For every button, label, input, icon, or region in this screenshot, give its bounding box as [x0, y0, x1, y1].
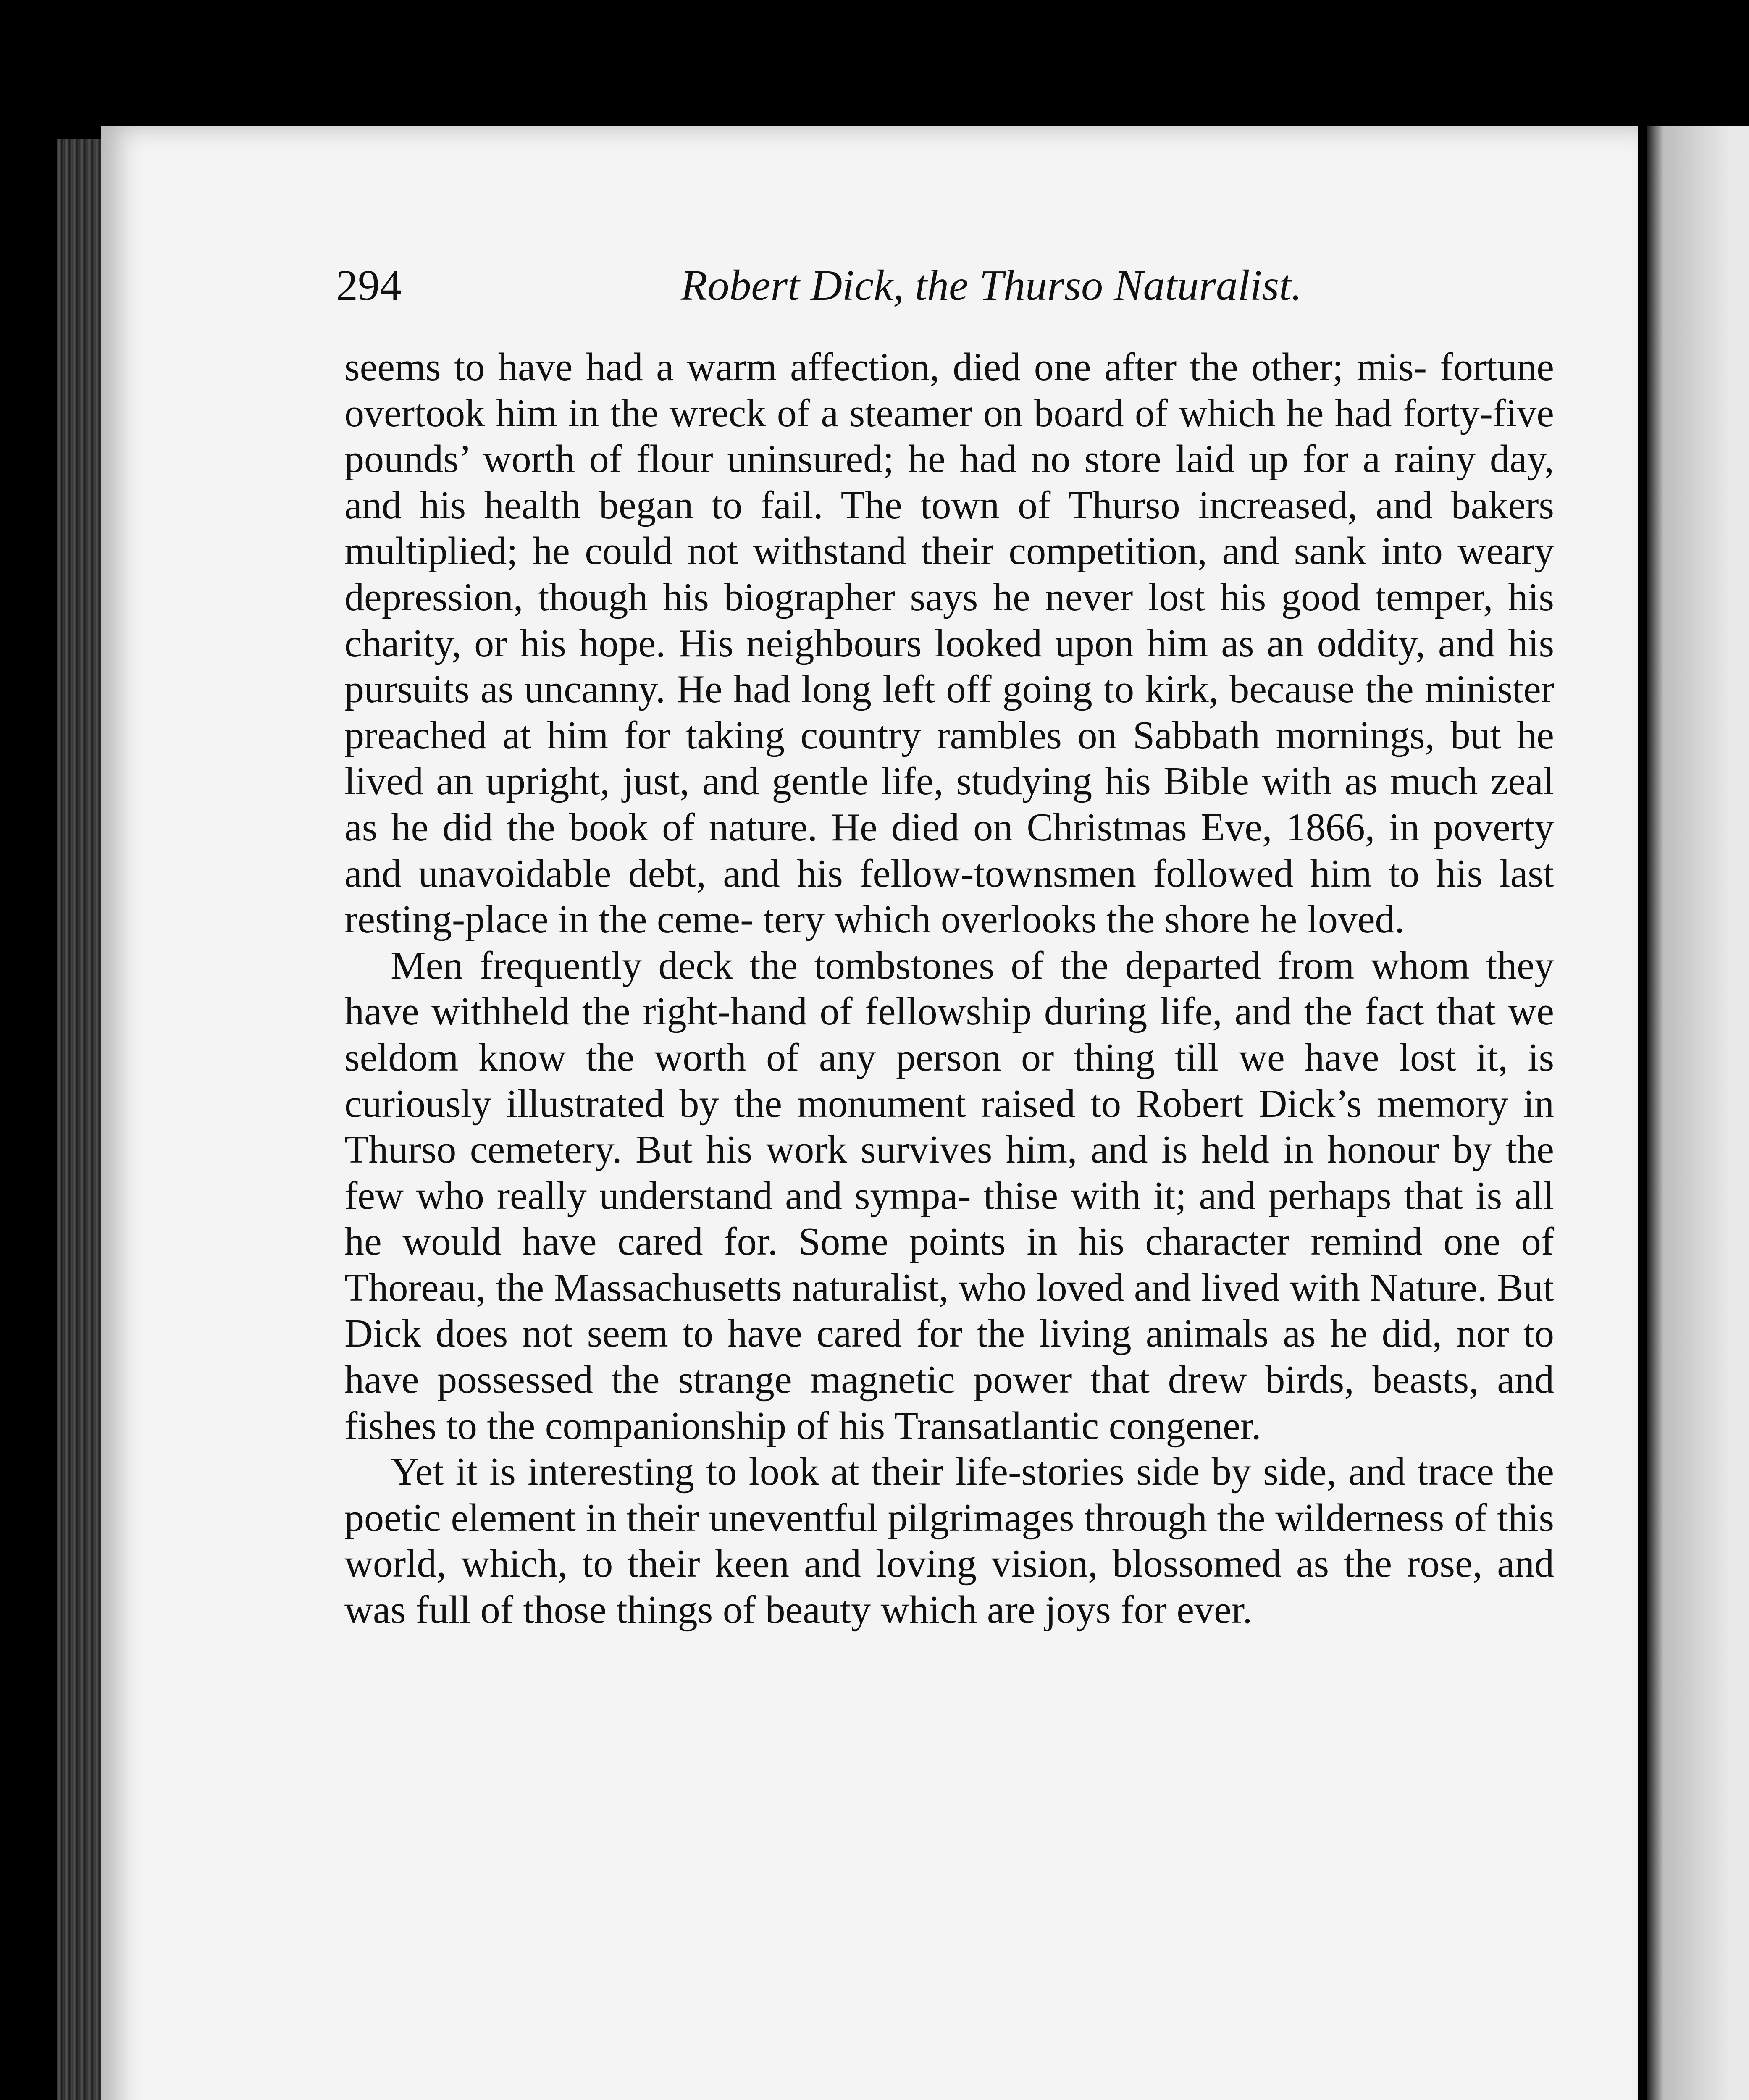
text-line: laid up for a rainy day, and his health began to fail. The town of — [344, 437, 1554, 527]
text-line: wilderness of this world, which, to their keen and loving vision, — [344, 1496, 1555, 1586]
text-line: naturalist, who loved and lived with Nature. But Dick does not — [344, 1265, 1554, 1356]
text-line: Yet it is interesting to look at their life-stories side by side, and — [391, 1450, 1405, 1494]
next-page-edge — [1647, 126, 1749, 2100]
running-title: Robert Dick, the Thurso Naturalist. — [680, 261, 1302, 310]
text-line: hope. His neighbours looked upon him as an oddity, and his — [579, 621, 1555, 665]
text-line: Bible with as much zeal as he did the book of nature. He died on — [344, 759, 1554, 849]
text-line: points in his character remind one of Thoreau, the Massachusetts — [344, 1220, 1555, 1310]
text-line: biographer says he never lost his good temper, his charity, or his — [344, 575, 1554, 665]
text-line: mornings, but he lived an upright, just, and gentle life, studying his — [344, 713, 1554, 803]
text-line: thise with it; and perhaps that is all he would have cared for. Some — [344, 1173, 1554, 1264]
text-line: tery which overlooks the shore he loved. — [763, 898, 1405, 942]
text-line: possessed the strange magnetic power that drew birds, beasts, and — [437, 1358, 1555, 1402]
text-line: seem to have cared for the living animals as he did, nor to have — [344, 1312, 1554, 1402]
paragraph — [344, 344, 1554, 943]
text-line: Men frequently deck the tombstones of the departed from whom — [391, 943, 1470, 987]
text-line: seems to have had a warm affection, died one after the other; mis- — [344, 345, 1427, 389]
text-line: pursuits as uncanny. He had long left off going to kirk, because — [344, 667, 1355, 711]
text-line: and is held in honour by the few who really understand and sympa- — [344, 1128, 1555, 1218]
text-line: he had forty-five pounds’ worth of flour uninsured; he had no store — [344, 391, 1555, 481]
text-line: the minister preached at him for taking country rambles on Sabbath — [344, 667, 1554, 757]
text-line: Thurso increased, and bakers multiplied; he could not withstand — [344, 483, 1554, 573]
text-line: they have withheld the right-hand of fellowship during life, and the — [344, 943, 1555, 1034]
text-line: Christmas Eve, 1866, in poverty and unavoidable debt, and his — [344, 805, 1554, 895]
page-number: 294 — [336, 261, 402, 310]
running-head — [336, 260, 1302, 319]
paragraph — [344, 943, 1554, 1449]
text-line: fact that we seldom know the worth of any person or thing till we — [344, 990, 1555, 1079]
text-line: fishes to the companionship of his Transatlantic congener. — [344, 1404, 1261, 1448]
text-line: blossomed as the rose, and was full of those things of beauty which — [344, 1542, 1555, 1632]
text-line: their competition, and sank into weary depression, though his — [344, 529, 1555, 619]
text-line: trace the poetic element in their uneventful pilgrimages through the — [344, 1450, 1555, 1540]
text-line: are joys for ever. — [987, 1588, 1253, 1632]
text-line: Dick’s memory in Thurso cemetery. But his work survives him, — [344, 1082, 1555, 1172]
paragraph — [344, 1449, 1554, 1633]
text-line: fortune overtook him in the wreck of a steamer on board of which — [344, 345, 1554, 435]
text-line: have lost it, is curiously illustrated by the monument raised to Robert — [344, 1035, 1555, 1126]
body-text — [344, 344, 1554, 1633]
book-spine-edge — [57, 139, 103, 2100]
text-line: fellow-townsmen followed him to his last resting-place in the ceme- — [344, 851, 1554, 942]
